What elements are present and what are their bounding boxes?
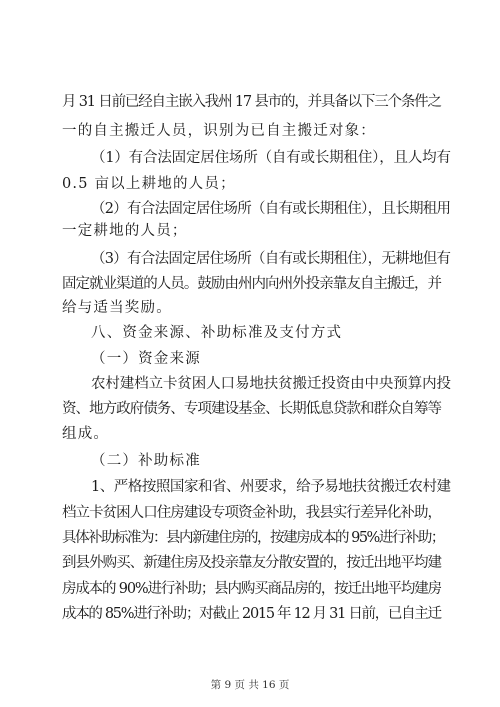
list-item-2-line: （2）有合法固定居住场所（自有或长期租住），且长期租用 [91,201,451,217]
section-heading: 八、资金来源、补助标准及支付方式 [91,325,343,341]
list-item-1-line: （1）有合法固定居住场所（自有或长期租住），且人均有 [91,150,451,166]
paragraph-line: 到县外购买、新建住房及投亲靠友分散安置的，按迁出地平均建 [62,555,442,571]
paragraph-line: 月 31 日前已经自主嵌入我州 17 县市的，并具备以下三个条件之 [62,94,441,110]
list-item-3-line: 给与适当奖励。 [62,300,172,316]
paragraph-line: 资、地方政府债务、专项建设基金、长期低息贷款和群众自筹等 [62,401,442,417]
paragraph-line: 农村建档立卡贫困人口易地扶贫搬迁投资由中央预算内投 [91,376,451,392]
subsection-heading: （一）资金来源 [91,351,201,367]
paragraph-line: 房成本的 90%进行补助；县内购买商品房的，按迁出地平均建房 [62,581,441,597]
list-item-2-line: 一定耕地的人员； [62,223,188,239]
paragraph-line: 1、严格按照国家和省、州要求，给予易地扶贫搬迁农村建 [91,479,451,495]
paragraph-line: 具体补助标准为：县内新建住房的，按建房成本的 95%进行补助； [62,530,444,546]
page-number-footer: 第 9 页 共 16 页 [210,679,290,691]
list-item-3-line: （3）有合法固定居住场所（自有或长期租住），无耕地但有 [91,251,451,267]
paragraph-line: 一的自主搬迁人员，识别为已自主搬迁对象： [62,123,376,139]
list-item-1-line: 0.5 亩以上耕地的人员； [62,176,236,192]
paragraph-line: 成本的 85%进行补助；对截止 2015 年 12 月 31 日前，已自主迁 [62,606,441,622]
list-item-3-line: 固定就业渠道的人员。鼓励由州内向州外投亲靠友自主搬迁，并 [62,276,442,292]
paragraph-line: 档立卡贫困人口住房建设专项资金补助，我县实行差异化补助， [62,505,442,521]
subsection-heading: （二）补助标准 [91,453,201,469]
paragraph-line: 组成。 [62,426,110,442]
